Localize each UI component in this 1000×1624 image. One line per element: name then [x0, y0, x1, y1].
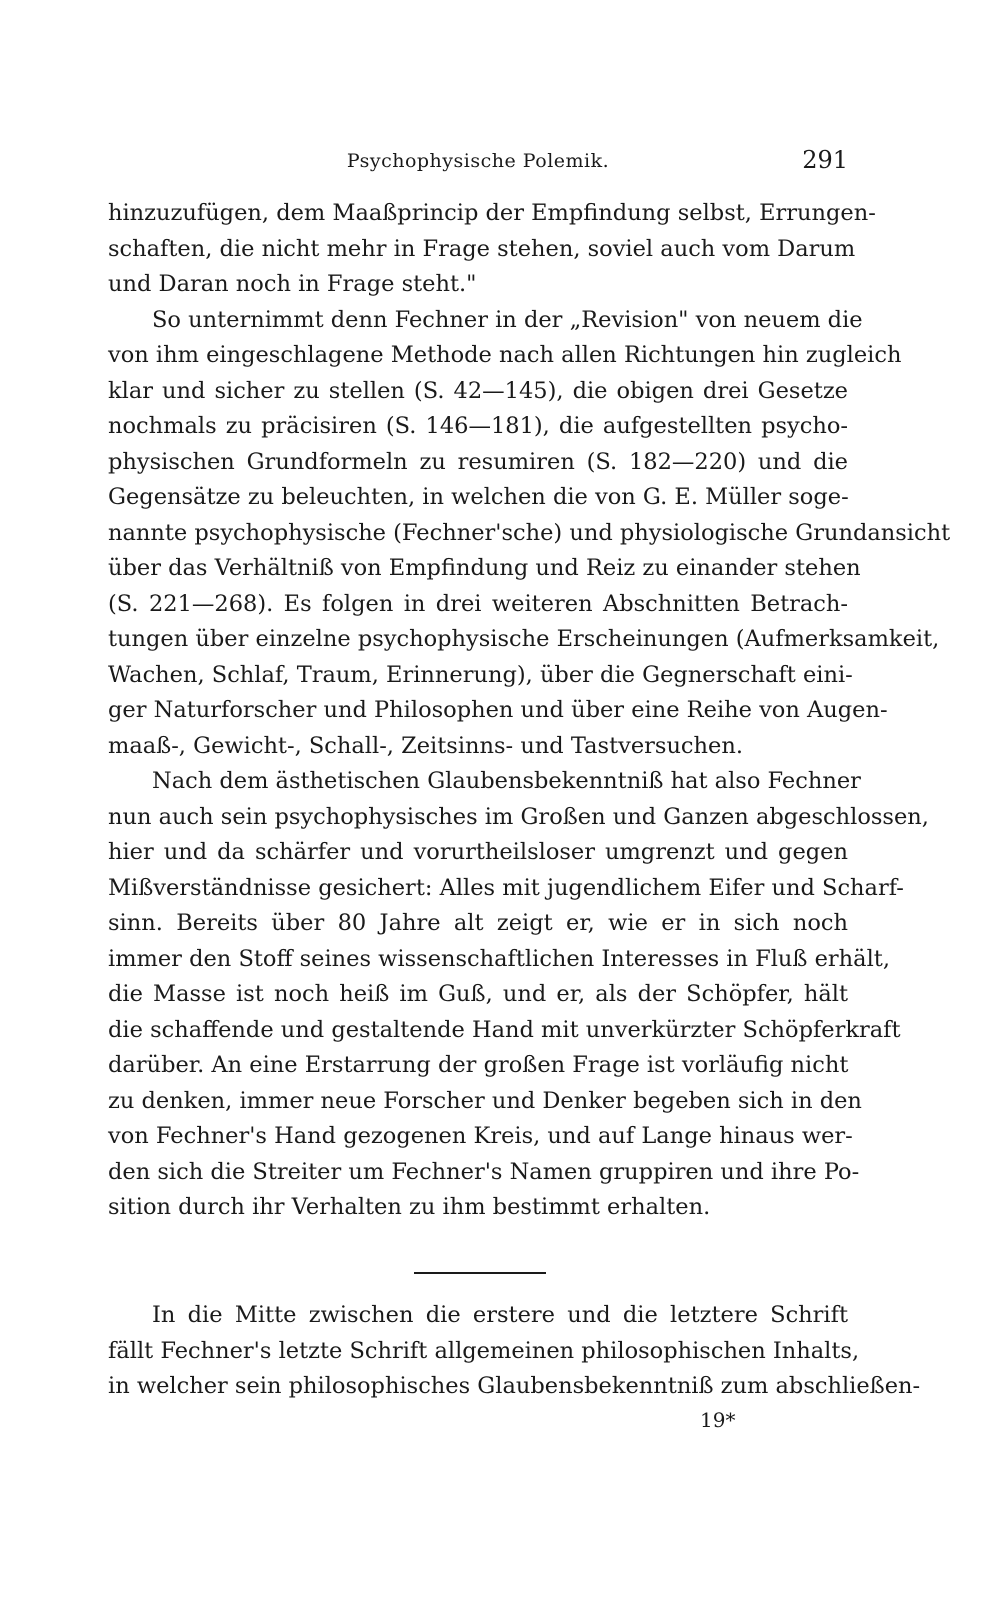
text-line: maaß-, Gewicht-, Schall-, Zeitsinns- und Tastversuchen.: [108, 732, 743, 759]
section-divider: [414, 1272, 546, 1274]
text-line: schaften, die nicht mehr in Frage stehen, soviel auch vom Darum: [108, 235, 856, 262]
section-text: [108, 1298, 921, 1405]
text-line: darüber. An eine Erstarrung der großen Frage ist vorläufig nicht: [108, 1052, 849, 1078]
text-line: physischen Grundformeln zu resumiren (S. 182—220) und die: [108, 448, 848, 475]
text-line: und Daran noch in Frage steht.": [108, 271, 477, 297]
text-line: fällt Fechner's letzte Schrift allgemeinen philosophischen Inhalts,: [108, 1337, 860, 1364]
body-text: [108, 196, 951, 1226]
page-header: [108, 146, 848, 180]
text-line: klar und sicher zu stellen (S. 42—145), die obigen drei Gesetze: [108, 377, 848, 404]
text-line: über das Verhältniß von Empfindung und Reiz zu einander stehen: [108, 555, 861, 581]
printer-signature: 19*: [700, 1408, 736, 1432]
text-line: tungen über einzelne psychophysische Erscheinungen (Aufmerksamkeit,: [108, 626, 940, 652]
text-line: zu denken, immer neue Forscher und Denker begeben sich in den: [108, 1087, 862, 1114]
text-line: die Masse ist noch heiß im Guß, und er, als der Schöpfer, hält: [108, 981, 848, 1007]
text-line: sinn. Bereits über 80 Jahre alt zeigt er, wie er in sich noch: [108, 910, 848, 936]
text-line: (S. 221—268). Es folgen in drei weiteren Abschnitten Betrach-: [108, 590, 848, 617]
text-line: nun auch sein psychophysisches im Großen und Ganzen abgeschlossen,: [108, 803, 929, 830]
text-line: immer den Stoff seines wissenschaftlichen Interesses in Fluß erhält,: [108, 945, 890, 972]
text-line: hier und da schärfer und vorurtheilsloser umgrenzt und gegen: [108, 839, 848, 865]
page-number: 291: [802, 146, 848, 174]
text-line: in welcher sein philosophisches Glaubensbekenntniß zum abschließen-: [108, 1373, 921, 1399]
text-line: ger Naturforscher und Philosophen und über eine Reihe von Augen-: [108, 697, 888, 723]
text-line: Wachen, Schlaf, Traum, Erinnerung), über die Gegnerschaft eini-: [108, 661, 853, 688]
text-line: Gegensätze zu beleuchten, in welchen die von G. E. Müller soge-: [108, 484, 849, 510]
text-line: Mißverständnisse gesichert: Alles mit jugendlichem Eifer und Scharf-: [108, 874, 904, 901]
text-line: Nach dem ästhetischen Glaubensbekenntniß hat also Fechner: [152, 768, 861, 794]
text-line: von Fechner's Hand gezogenen Kreis, und auf Lange hinaus wer-: [108, 1123, 853, 1149]
text-line: von ihm eingeschlagene Methode nach allen Richtungen hin zugleich: [108, 342, 902, 368]
text-line: hinzuzufügen, dem Maaßprincip der Empfindung selbst, Errungen-: [108, 200, 876, 226]
text-line: So unternimmt denn Fechner in der „Revision" von neuem die: [152, 306, 863, 333]
text-line: nannte psychophysische (Fechner'sche) und physiologische Grundansicht: [108, 519, 951, 546]
text-line: sition durch ihr Verhalten zu ihm bestimmt erhalten.: [108, 1194, 711, 1220]
text-line: In die Mitte zwischen die erstere und die letztere Schrift: [152, 1302, 848, 1328]
running-title: Psychophysische Polemik.: [346, 150, 610, 172]
text-line: den sich die Streiter um Fechner's Namen gruppiren und ihre Po-: [108, 1158, 860, 1185]
text-line: die schaffende und gestaltende Hand mit unverkürzter Schöpferkraft: [108, 1016, 901, 1043]
text-line: nochmals zu präcisiren (S. 146—181), die aufgestellten psycho-: [108, 413, 848, 439]
